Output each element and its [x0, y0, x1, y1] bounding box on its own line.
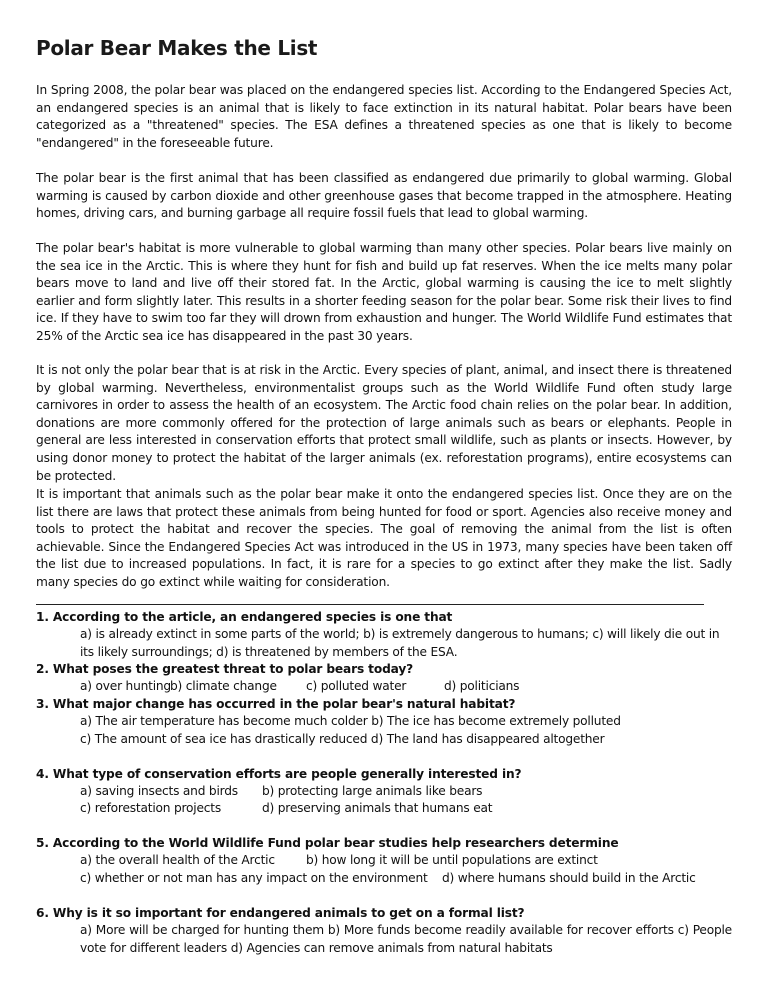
question-2-option-d: d) politicians — [444, 679, 520, 693]
question-2-option-b: b) climate change — [170, 679, 277, 693]
question-3-options-line-1: a) The air temperature has become much colder b) The ice has become extremely polluted — [80, 714, 621, 728]
question-6-options: a) More will be charged for hunting them b) More funds become readily available for recover efforts c) People vote for different leaders d) Agencies can remove animals from natural habitats — [80, 923, 732, 955]
question-5-option-a: a) the overall health of the Arctic — [80, 853, 275, 867]
question-2-option-a: a) over hunting — [80, 679, 171, 693]
paragraph-4: It is not only the polar bear that is at risk in the Arctic. Every species of plant, animal, and insect there is threatened by global warming. Nevertheless, environmentalist groups such as the World Wildlife Fund often study large carnivores in order to assess the health of an ecosystem. The Arctic food chain relies on the polar bear. In addition, donations are more commonly offered for the protection of large animals such as bears or elephants. People in general are less interested in conservation efforts that protect small wildlife, such as plants or insects. However, by using donor money to protect the habitat of the larger animals (ex. reforestation programs), entire ecosystems can be protected. — [36, 363, 732, 483]
question-1-options: a) is already extinct in some parts of the world; b) is extremely dangerous to humans; c) will likely die out in its likely surroundings; d) is threatened by members of the ESA. — [80, 627, 720, 659]
question-5-option-b: b) how long it will be until populations are extinct — [306, 853, 598, 867]
question-5-prompt: 5. According to the World Wildlife Fund polar bear studies help researchers determine — [36, 836, 619, 850]
paragraph-5: It is important that animals such as the polar bear make it onto the endangered species list. Once they are on the list there are laws that protect these animals from being hunted for food or sport. Agencies also receive money and tools to protect the habitat and recover the species. The goal of removing the animal from the list is often achievable. Since the Endangered Species Act was introduced in the US in 1973, many species have been taken off the list due to increased populations. In fact, it is rare for a species to go extinct after they make the list. Sadly many species do go extinct while waiting for consideration. — [36, 487, 732, 589]
question-4-option-b: b) protecting large animals like bears — [262, 784, 483, 798]
question-2-prompt: 2. What poses the greatest threat to polar bears today? — [36, 662, 414, 676]
paragraph-3: The polar bear's habitat is more vulnerable to global warming than many other species. Polar bears live mainly on the sea ice in the Arctic. This is where they hunt for fish and build up fat reserves. When the ice melts many polar bears move to land and live off their stored fat. In the Arctic, global warming is causing the ice to melt slightly earlier and form slightly later. This results in a shorter feeding season for the polar bear. Some risk their lives to find ice. If they have to swim too far they will drown from exhaustion and hunger. The World Wildlife Fund estimates that 25% of the Arctic sea ice has disappeared in the past 30 years. — [36, 241, 732, 343]
question-5-option-d: d) where humans should build in the Arctic — [442, 871, 696, 885]
question-6-prompt: 6. Why is it so important for endangered animals to get on a formal list? — [36, 906, 525, 920]
page-title: Polar Bear Makes the List — [36, 36, 318, 60]
question-1-prompt: 1. According to the article, an endangered species is one that — [36, 610, 453, 624]
question-4-option-c: c) reforestation projects — [80, 801, 222, 815]
paragraph-1: In Spring 2008, the polar bear was placed on the endangered species list. According to the Endangered Species Act, an endangered species is an animal that is likely to face extinction in its natural habitat. Polar bears have been categorized as a "threatened" species. The ESA defines a threatened species as one that is likely to become "endangered" in the foreseeable future. — [36, 83, 732, 150]
question-4-option-d: d) preserving animals that humans eat — [262, 801, 493, 815]
question-4-prompt: 4. What type of conservation efforts are people generally interested in? — [36, 767, 522, 781]
section-divider — [36, 604, 704, 605]
question-2-option-c: c) polluted water — [306, 679, 407, 693]
question-3-options-line-2: c) The amount of sea ice has drastically reduced d) The land has disappeared altogether — [80, 732, 605, 746]
question-5-option-c: c) whether or not man has any impact on the environment — [80, 871, 428, 885]
paragraph-2: The polar bear is the first animal that has been classified as endangered due primarily to global warming. Global warming is caused by carbon dioxide and other greenhouse gases that become trapped in the atmosphere. Heating homes, driving cars, and burning garbage all require fossil fuels that lead to global warming. — [36, 171, 732, 221]
question-4-option-a: a) saving insects and birds — [80, 784, 238, 798]
question-3-prompt: 3. What major change has occurred in the polar bear's natural habitat? — [36, 697, 516, 711]
